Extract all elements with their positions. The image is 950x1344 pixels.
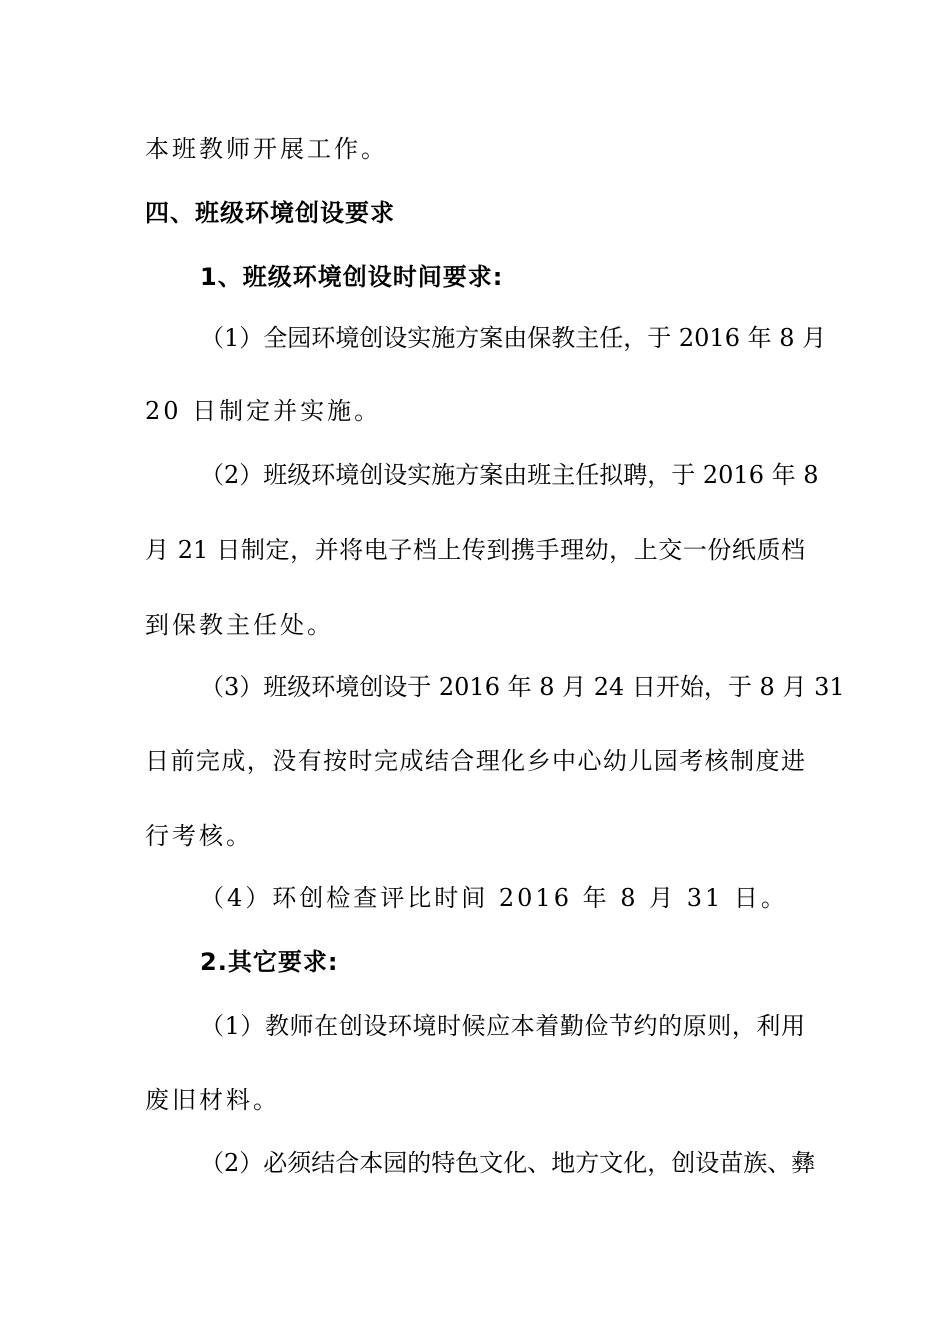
item-3-line-2: 日前完成，没有按时完成结合理化乡中心幼儿园考核制度进 xyxy=(145,747,805,775)
subsection-heading-other: 2.其它要求: xyxy=(200,948,339,976)
item-1-line-2: 20 日制定并实施。 xyxy=(145,397,382,425)
item-1-line-1: （1）全园环境创设实施方案由保教主任，于 2016 年 8 月 xyxy=(200,324,827,352)
other-item-2-line-1: （2）必须结合本园的特色文化、地方文化，创设苗族、彝 xyxy=(200,1149,816,1177)
item-3-line-1: （3）班级环境创设于 2016 年 8 月 24 日开始，于 8 月 31 xyxy=(200,673,845,701)
paragraph-continuation: 本班教师开展工作。 xyxy=(145,135,388,163)
item-2-line-3: 到保教主任处。 xyxy=(145,611,334,639)
item-3-line-3: 行考核。 xyxy=(145,822,253,850)
other-item-1-line-2: 废旧材料。 xyxy=(145,1086,280,1114)
item-2-line-1: （2）班级环境创设实施方案由班主任拟聘，于 2016 年 8 xyxy=(200,461,819,489)
section-heading: 四、班级环境创设要求 xyxy=(145,199,395,227)
item-2-line-2: 月 21 日制定，并将电子档上传到携手理幼，上交一份纸质档 xyxy=(145,536,805,564)
subsection-heading-time: 1、班级环境创设时间要求: xyxy=(200,263,504,291)
other-item-1-line-1: （1）教师在创设环境时候应本着勤俭节约的原则，利用 xyxy=(200,1012,805,1040)
item-4-line-1: （4）环创检查评比时间 2016 年 8 月 31 日。 xyxy=(200,884,788,912)
